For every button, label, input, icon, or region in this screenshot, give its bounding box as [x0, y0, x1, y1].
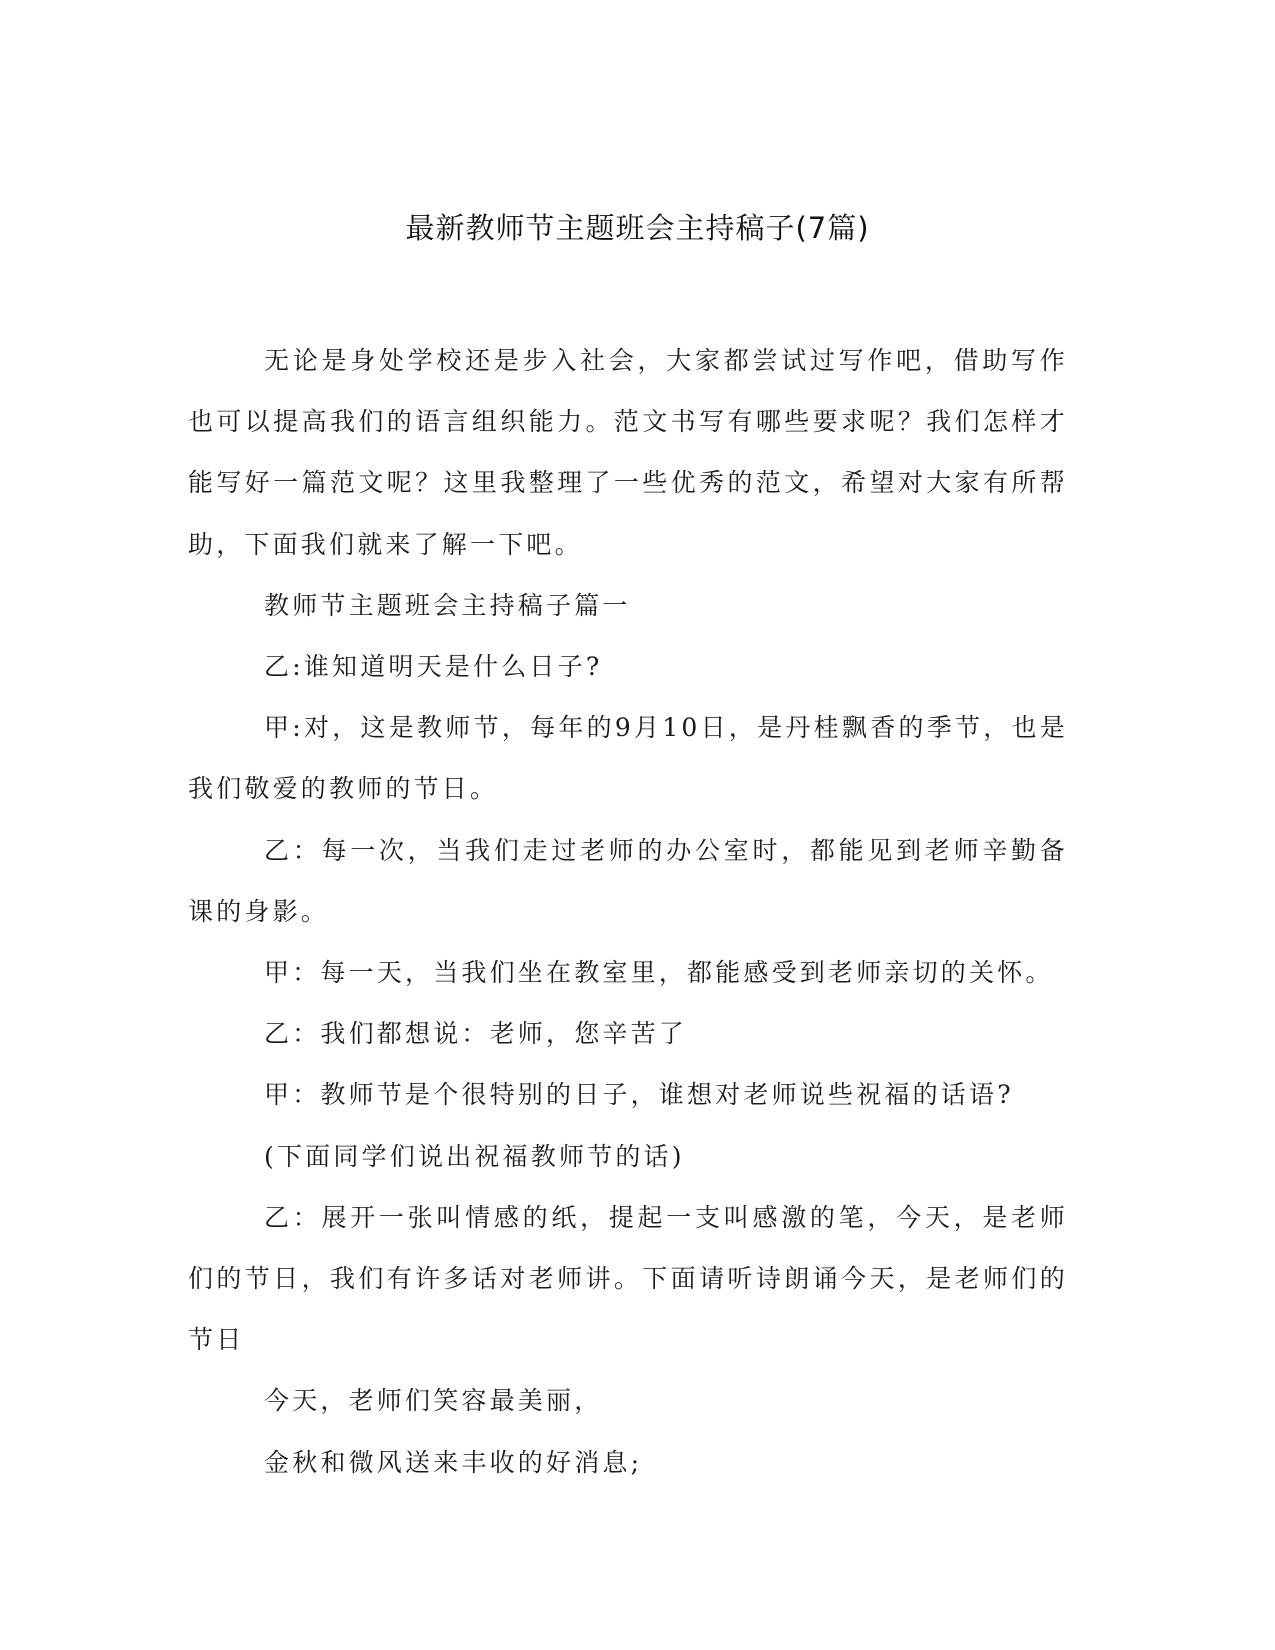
- dialogue-line: 乙:谁知道明天是什么日子?: [264, 652, 603, 682]
- poem-line: 今天，老师们笑容最美丽，: [264, 1386, 603, 1416]
- dialogue-line: 乙：我们都想说：老师，您辛苦了: [264, 1019, 688, 1049]
- dialogue-line: 甲：教师节是个很特别的日子，谁想对老师说些祝福的话语?: [264, 1080, 1014, 1110]
- dialogue-line: 乙：每一次，当我们走过老师的办公室时，都能见到老师辛勤备课的身影。: [188, 835, 1068, 926]
- document-body: [188, 330, 1068, 1493]
- dialogue-line: 甲：每一天，当我们坐在教室里，都能感受到老师亲切的关怀。: [264, 958, 1054, 988]
- section-heading: 教师节主题班会主持稿子篇一: [264, 590, 631, 620]
- poem-line: 金秋和微风送来丰收的好消息;: [264, 1447, 643, 1477]
- dialogue-line: 甲:对，这是教师节，每年的9月10日，是丹桂飘香的季节，也是我们敬爱的教师的节日。: [188, 713, 1068, 804]
- document-title: 最新教师节主题班会主持稿子(7篇): [405, 211, 870, 245]
- stage-direction: (下面同学们说出祝福教师节的话): [264, 1141, 685, 1171]
- intro-paragraph: 无论是身处学校还是步入社会，大家都尝试过写作吧，借助写作也可以提高我们的语言组织能力。范文书写有哪些要求呢？我们怎样才能写好一篇范文呢？这里我整理了一些优秀的范文，希望对大家有所帮助，下面我们就来了解一下吧。: [188, 346, 1068, 559]
- dialogue-line: 乙：展开一张叫情感的纸，提起一支叫感激的笔，今天，是老师们的节日，我们有许多话对老师讲。下面请听诗朗诵今天，是老师们的节日: [188, 1202, 1068, 1355]
